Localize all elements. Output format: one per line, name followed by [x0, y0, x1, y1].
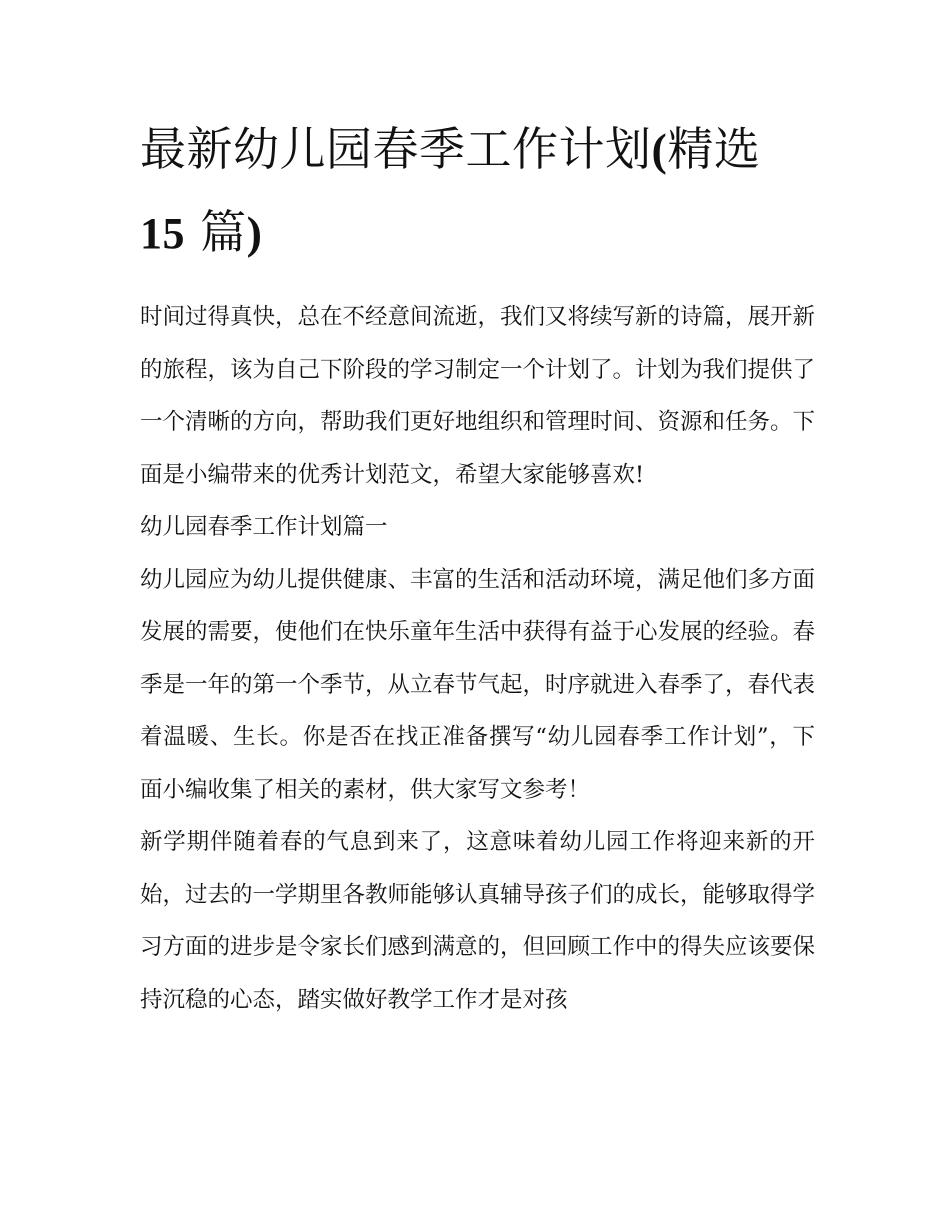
- intro-paragraph: 时间过得真快，总在不经意间流逝，我们又将续写新的诗篇，展开新的旅程，该为自己下阶段的学习制定一个计划了。计划为我们提供了一个清晰的方向，帮助我们更好地组织和管理时间、资源和任务。下面是小编带来的优秀计划范文，希望大家能够喜欢!: [140, 304, 816, 488]
- title-text-selected: 精选: [667, 122, 761, 176]
- body-paragraph-2: 新学期伴随着春的气息到来了，这意味着幼儿园工作将迎来新的开始，过去的一学期里各教师能够认真辅导孩子们的成长，能够取得学习方面的进步是令家长们感到满意的，但回顾工作中的得失应该要保持沉稳的心态，踏实做好教学工作才是对孩: [140, 829, 816, 1013]
- title-paren-close: ): [246, 207, 263, 258]
- title-number: 15: [140, 209, 185, 258]
- title-text-main: 最新幼儿园春季工作计划: [140, 122, 652, 176]
- title-text-pieces: 篇: [185, 205, 247, 259]
- document-title: [140, 108, 815, 275]
- document-page: [140, 108, 815, 1026]
- document-body: [140, 291, 815, 1026]
- section-heading: 幼儿园春季工作计划篇一: [140, 514, 388, 540]
- title-paren-open: (: [651, 124, 668, 175]
- body-paragraph-1: 幼儿园应为幼儿提供健康、丰富的生活和活动环境，满足他们多方面发展的需要，使他们在快乐童年生活中获得有益于心发展的经验。春季是一年的第一个季节，从立春节气起，时序就进入春季了，春代表着温暖、生长。你是否在找正准备撰写“幼儿园春季工作计划”，下面小编收集了相关的素材，供大家写文参考！: [140, 566, 816, 803]
